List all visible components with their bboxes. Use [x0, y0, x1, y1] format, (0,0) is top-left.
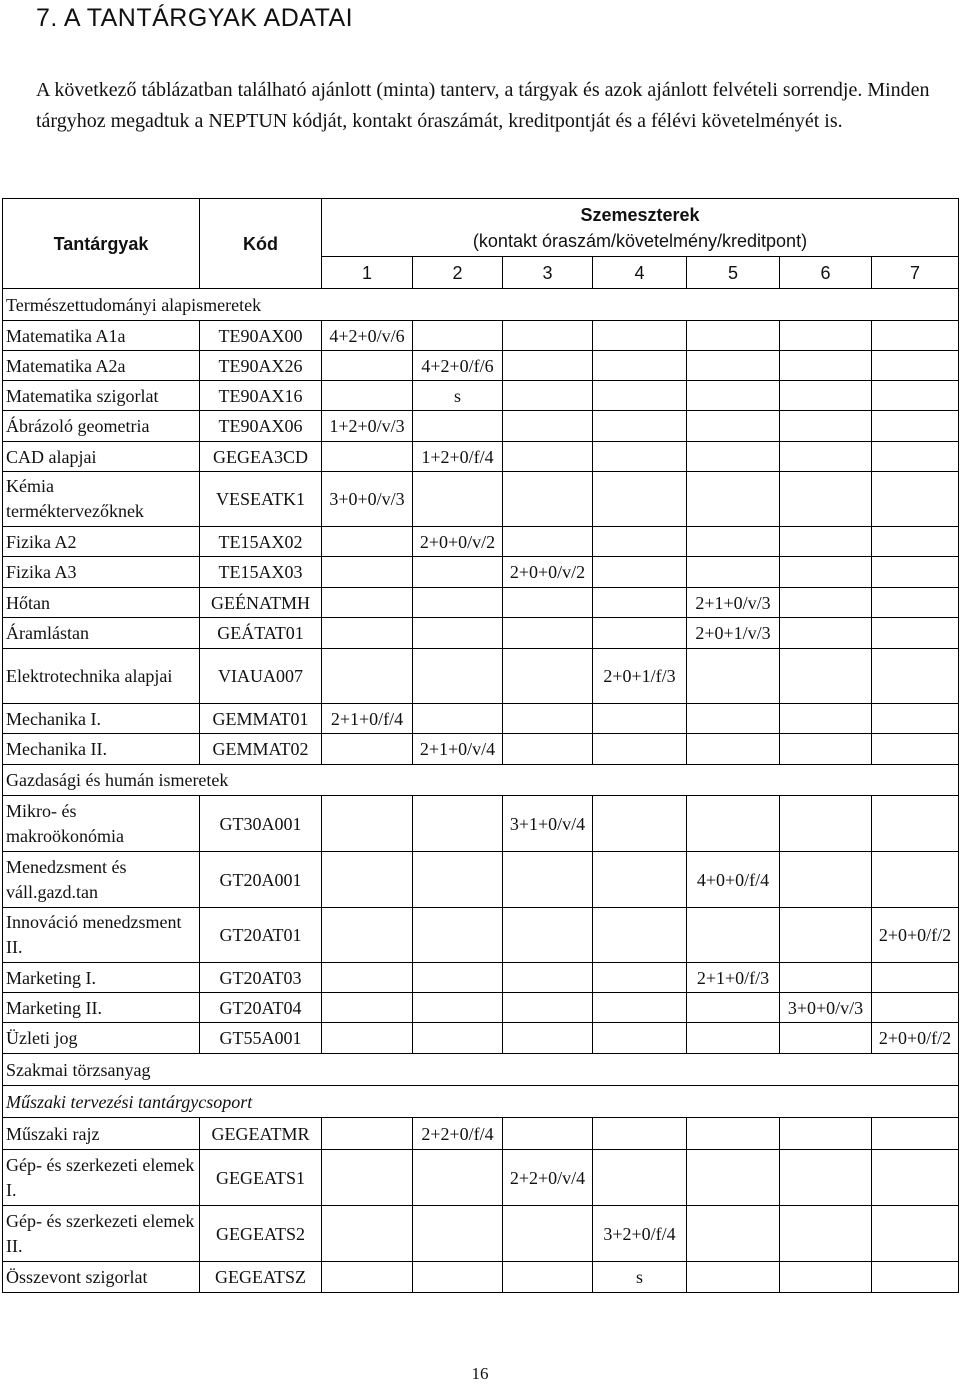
semester-2-cell — [413, 796, 503, 852]
semester-7-cell — [872, 649, 959, 704]
semester-6-cell — [780, 1150, 872, 1206]
subject-row — [3, 649, 959, 704]
semester-7-cell: 2+0+0/f/2 — [872, 1023, 959, 1054]
semester-2-cell — [413, 908, 503, 963]
subject-code: GEGEA3CD — [200, 442, 322, 472]
subject-code: TE90AX00 — [200, 321, 322, 351]
semester-2-cell — [413, 993, 503, 1023]
semester-3-cell — [503, 381, 593, 411]
subject-code: VESEATK1 — [200, 472, 322, 527]
semester-3-cell — [503, 588, 593, 618]
subject-name: Gép- és szerkezeti elemek II. — [3, 1206, 200, 1262]
section-row-natural — [3, 289, 959, 321]
semester-2-cell — [413, 1262, 503, 1293]
semester-3-cell — [503, 472, 593, 527]
semester-4-cell — [593, 1023, 687, 1054]
semester-7-cell — [872, 1206, 959, 1262]
semester-5-cell: 2+0+1/v/3 — [687, 618, 780, 649]
semester-6-cell — [780, 908, 872, 963]
semester-6-cell — [780, 649, 872, 704]
semester-6-cell — [780, 1023, 872, 1054]
section-title: Műszaki tervezési tantárgycsoport — [3, 1086, 959, 1118]
semester-1-cell — [322, 351, 413, 381]
semester-6-cell — [780, 1118, 872, 1150]
subject-code: GT55A001 — [200, 1023, 322, 1054]
semester-7-cell — [872, 618, 959, 649]
subjects-header: Tantárgyak — [3, 199, 200, 289]
semester-1-cell — [322, 734, 413, 765]
semester-5-cell — [687, 557, 780, 588]
semester-3-cell — [503, 351, 593, 381]
semester-2-cell — [413, 472, 503, 527]
semester-1-cell — [322, 908, 413, 963]
subject-name: Fizika A3 — [3, 557, 200, 588]
semester-5: 5 — [687, 257, 780, 289]
section-title: Szakmai törzsanyag — [3, 1054, 959, 1086]
semester-4-cell — [593, 442, 687, 472]
semester-7-cell — [872, 993, 959, 1023]
semester-2-cell — [413, 557, 503, 588]
semester-1-cell: 2+1+0/f/4 — [322, 704, 413, 734]
semester-7-cell: 2+0+0/f/2 — [872, 908, 959, 963]
semester-7-cell — [872, 321, 959, 351]
subject-row — [3, 908, 959, 963]
semester-2-cell — [413, 963, 503, 993]
semester-5-cell — [687, 527, 780, 557]
semester-7-cell — [872, 472, 959, 527]
semester-5-cell — [687, 1262, 780, 1293]
semester-2-cell — [413, 1023, 503, 1054]
semester-3-cell — [503, 649, 593, 704]
semester-4-cell — [593, 411, 687, 442]
subject-row — [3, 381, 959, 411]
semester-1-cell — [322, 963, 413, 993]
subject-row — [3, 588, 959, 618]
subject-code: GEÉNATMH — [200, 588, 322, 618]
semester-6-cell — [780, 588, 872, 618]
semester-2-cell — [413, 1150, 503, 1206]
semester-6-cell — [780, 381, 872, 411]
semester-3-cell — [503, 1206, 593, 1262]
semester-4-cell: 3+2+0/f/4 — [593, 1206, 687, 1262]
semester-1-cell — [322, 381, 413, 411]
semester-5-cell — [687, 321, 780, 351]
semester-4-cell — [593, 321, 687, 351]
semester-6-cell — [780, 472, 872, 527]
semester-4-cell — [593, 704, 687, 734]
semester-2-cell — [413, 649, 503, 704]
semester-4-cell — [593, 557, 687, 588]
semester-5-cell — [687, 734, 780, 765]
semester-2-cell — [413, 588, 503, 618]
semester-2-cell: 2+1+0/v/4 — [413, 734, 503, 765]
semester-3-cell — [503, 908, 593, 963]
semester-1-cell — [322, 1262, 413, 1293]
semester-7: 7 — [872, 257, 959, 289]
subject-code: GEGEATS2 — [200, 1206, 322, 1262]
subject-name: Matematika szigorlat — [3, 381, 200, 411]
semester-6-cell — [780, 442, 872, 472]
semesters-header — [322, 199, 959, 257]
semester-7-cell — [872, 1262, 959, 1293]
semester-7-cell — [872, 796, 959, 852]
subject-row — [3, 411, 959, 442]
semester-5-cell — [687, 1206, 780, 1262]
semester-2-cell — [413, 704, 503, 734]
semester-7-cell — [872, 442, 959, 472]
subject-code: GEMMAT02 — [200, 734, 322, 765]
semester-4-cell — [593, 734, 687, 765]
subject-row — [3, 1206, 959, 1262]
subject-row — [3, 963, 959, 993]
semester-4: 4 — [593, 257, 687, 289]
semester-7-cell — [872, 411, 959, 442]
semester-3-cell — [503, 963, 593, 993]
subject-code: GEGEATS1 — [200, 1150, 322, 1206]
subject-name: CAD alapjai — [3, 442, 200, 472]
semester-5-cell: 4+0+0/f/4 — [687, 852, 780, 908]
semester-4-cell: s — [593, 1262, 687, 1293]
subject-name: Üzleti jog — [3, 1023, 200, 1054]
semester-7-cell — [872, 1118, 959, 1150]
semester-5-cell — [687, 411, 780, 442]
semester-5-cell — [687, 993, 780, 1023]
semester-7-cell — [872, 351, 959, 381]
semester-1-cell: 1+2+0/v/3 — [322, 411, 413, 442]
semester-2-cell — [413, 852, 503, 908]
semester-5-cell — [687, 704, 780, 734]
semester-4-cell — [593, 527, 687, 557]
semesters-title: Szemeszterek — [580, 204, 700, 225]
semester-1: 1 — [322, 257, 413, 289]
semester-2-cell: 1+2+0/f/4 — [413, 442, 503, 472]
subject-code: VIAUA007 — [200, 649, 322, 704]
subject-name: Menedzsment és váll.gazd.tan — [3, 852, 200, 908]
semester-2-cell — [413, 321, 503, 351]
subject-row — [3, 1118, 959, 1150]
section-title: Természettudományi alapismeretek — [3, 289, 959, 321]
semester-7-cell — [872, 852, 959, 908]
semester-7-cell — [872, 588, 959, 618]
semester-3-cell — [503, 993, 593, 1023]
semesters-subtitle: (kontakt óraszám/követelmény/kreditpont) — [472, 230, 808, 251]
semester-5-cell — [687, 796, 780, 852]
semester-2: 2 — [413, 257, 503, 289]
subject-row — [3, 351, 959, 381]
semester-4-cell — [593, 1118, 687, 1150]
semester-3-cell — [503, 527, 593, 557]
semester-6: 6 — [780, 257, 872, 289]
header-row — [3, 199, 959, 257]
subject-code: GEGEATMR — [200, 1118, 322, 1150]
semester-5-cell: 2+1+0/v/3 — [687, 588, 780, 618]
subject-code: GT30A001 — [200, 796, 322, 852]
page-heading: 7. A TANTÁRGYAK ADATAI — [36, 4, 354, 32]
subject-name: Hőtan — [3, 588, 200, 618]
semester-5-cell — [687, 442, 780, 472]
semester-3: 3 — [503, 257, 593, 289]
semester-4-cell — [593, 381, 687, 411]
semester-4-cell — [593, 963, 687, 993]
semester-4-cell — [593, 618, 687, 649]
subject-row — [3, 442, 959, 472]
subject-row — [3, 734, 959, 765]
semester-7-cell — [872, 557, 959, 588]
semester-5-cell — [687, 381, 780, 411]
semester-6-cell — [780, 1206, 872, 1262]
semester-2-cell — [413, 411, 503, 442]
section-row-economic — [3, 765, 959, 796]
semester-3-cell — [503, 734, 593, 765]
semester-7-cell — [872, 527, 959, 557]
semester-3-cell: 2+0+0/v/2 — [503, 557, 593, 588]
semester-1-cell — [322, 852, 413, 908]
subject-code: GEÁTAT01 — [200, 618, 322, 649]
subject-name: Elektrotechnika alapjai — [3, 649, 200, 704]
semester-5-cell — [687, 1150, 780, 1206]
section-row-design-group — [3, 1086, 959, 1118]
semester-6-cell — [780, 852, 872, 908]
semester-6-cell — [780, 321, 872, 351]
semester-2-cell — [413, 1206, 503, 1262]
semester-1-cell — [322, 527, 413, 557]
section-row-core — [3, 1054, 959, 1086]
subject-row — [3, 796, 959, 852]
semester-7-cell — [872, 734, 959, 765]
semester-7-cell — [872, 1150, 959, 1206]
subject-name: Ábrázoló geometria — [3, 411, 200, 442]
subject-code: GT20AT04 — [200, 993, 322, 1023]
subject-code: GT20A001 — [200, 852, 322, 908]
semester-5-cell — [687, 649, 780, 704]
subject-name: Marketing II. — [3, 993, 200, 1023]
subject-code: TE15AX03 — [200, 557, 322, 588]
subject-row — [3, 527, 959, 557]
subject-name: Fizika A2 — [3, 527, 200, 557]
semester-6-cell — [780, 618, 872, 649]
subject-row — [3, 472, 959, 527]
intro-paragraph: A következő táblázatban található ajánlott (minta) tanterv, a tárgyak és azok ajánlott felvételi sorrendje. Minden tárgyhoz megadtuk a NEPTUN kódját, kontakt óraszámát, kreditpontját és a félévi követelményét is. — [36, 79, 930, 132]
semester-7-cell — [872, 704, 959, 734]
subject-name: Innováció menedzsment II. — [3, 908, 200, 963]
semester-3-cell — [503, 411, 593, 442]
semester-6-cell — [780, 1262, 872, 1293]
semester-3-cell — [503, 1118, 593, 1150]
semester-1-cell — [322, 1150, 413, 1206]
semester-6-cell — [780, 704, 872, 734]
subject-name: Mikro- és makroökonómia — [3, 796, 200, 852]
semester-1-cell — [322, 588, 413, 618]
semester-1-cell — [322, 796, 413, 852]
semester-4-cell — [593, 351, 687, 381]
semester-6-cell — [780, 963, 872, 993]
semester-3-cell: 3+1+0/v/4 — [503, 796, 593, 852]
subject-code: GT20AT01 — [200, 908, 322, 963]
semester-3-cell — [503, 618, 593, 649]
subject-row — [3, 704, 959, 734]
subject-name: Összevont szigorlat — [3, 1262, 200, 1293]
semester-3-cell — [503, 1023, 593, 1054]
semester-3-cell: 2+2+0/v/4 — [503, 1150, 593, 1206]
semester-4-cell — [593, 472, 687, 527]
semester-5-cell — [687, 351, 780, 381]
subject-row — [3, 1150, 959, 1206]
semester-5-cell — [687, 908, 780, 963]
subject-name: Kémia terméktervezőknek — [3, 472, 200, 527]
semester-2-cell: 4+2+0/f/6 — [413, 351, 503, 381]
semester-4-cell — [593, 993, 687, 1023]
semester-2-cell: 2+2+0/f/4 — [413, 1118, 503, 1150]
subject-name: Mechanika I. — [3, 704, 200, 734]
semester-2-cell — [413, 618, 503, 649]
semester-4-cell — [593, 1150, 687, 1206]
code-header: Kód — [200, 199, 322, 289]
subject-row — [3, 321, 959, 351]
subject-row — [3, 1262, 959, 1293]
subject-name: Matematika A2a — [3, 351, 200, 381]
subject-row — [3, 993, 959, 1023]
subject-name: Gép- és szerkezeti elemek I. — [3, 1150, 200, 1206]
semester-7-cell — [872, 963, 959, 993]
subject-row — [3, 852, 959, 908]
semester-6-cell — [780, 411, 872, 442]
subject-row — [3, 557, 959, 588]
subject-row — [3, 618, 959, 649]
page-number: 16 — [471, 1364, 489, 1383]
semester-1-cell — [322, 649, 413, 704]
semester-6-cell — [780, 796, 872, 852]
semester-1-cell — [322, 993, 413, 1023]
subject-name: Matematika A1a — [3, 321, 200, 351]
subject-code: GT20AT03 — [200, 963, 322, 993]
semester-6-cell: 3+0+0/v/3 — [780, 993, 872, 1023]
semester-3-cell — [503, 442, 593, 472]
subject-name: Áramlástan — [3, 618, 200, 649]
semester-1-cell — [322, 442, 413, 472]
subject-code: TE15AX02 — [200, 527, 322, 557]
subject-code: GEGEATSZ — [200, 1262, 322, 1293]
semester-2-cell: 2+0+0/v/2 — [413, 527, 503, 557]
semester-4-cell — [593, 908, 687, 963]
semester-7-cell — [872, 381, 959, 411]
semester-4-cell — [593, 796, 687, 852]
subject-code: GEMMAT01 — [200, 704, 322, 734]
subject-name: Műszaki rajz — [3, 1118, 200, 1150]
semester-1-cell — [322, 1118, 413, 1150]
subject-name: Mechanika II. — [3, 734, 200, 765]
subject-row — [3, 1023, 959, 1054]
semester-6-cell — [780, 527, 872, 557]
semester-4-cell — [593, 852, 687, 908]
curriculum-table — [2, 198, 959, 1293]
semester-3-cell — [503, 1262, 593, 1293]
semester-6-cell — [780, 557, 872, 588]
semester-5-cell — [687, 1023, 780, 1054]
semester-1-cell — [322, 618, 413, 649]
semester-6-cell — [780, 734, 872, 765]
semester-1-cell — [322, 557, 413, 588]
subject-code: TE90AX06 — [200, 411, 322, 442]
semester-1-cell — [322, 1206, 413, 1262]
semester-5-cell — [687, 472, 780, 527]
semester-6-cell — [780, 351, 872, 381]
semester-4-cell — [593, 588, 687, 618]
semester-3-cell — [503, 321, 593, 351]
semester-5-cell: 2+1+0/f/3 — [687, 963, 780, 993]
semester-1-cell — [322, 1023, 413, 1054]
semester-1-cell: 4+2+0/v/6 — [322, 321, 413, 351]
semester-1-cell: 3+0+0/v/3 — [322, 472, 413, 527]
semester-3-cell — [503, 704, 593, 734]
subject-name: Marketing I. — [3, 963, 200, 993]
subject-code: TE90AX16 — [200, 381, 322, 411]
semester-2-cell: s — [413, 381, 503, 411]
semester-4-cell: 2+0+1/f/3 — [593, 649, 687, 704]
semester-5-cell — [687, 1118, 780, 1150]
semester-3-cell — [503, 852, 593, 908]
subject-code: TE90AX26 — [200, 351, 322, 381]
section-title: Gazdasági és humán ismeretek — [3, 765, 959, 796]
